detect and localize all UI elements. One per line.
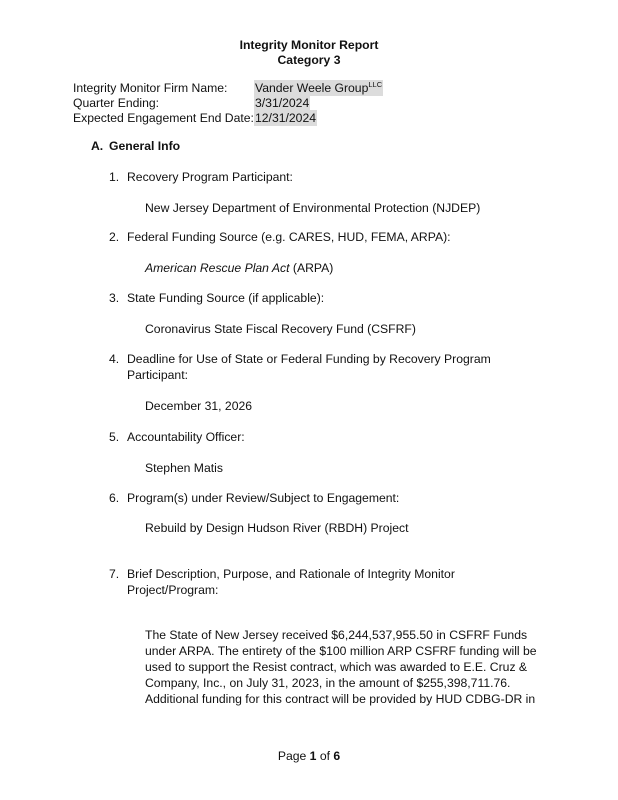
item-answer: Rebuild by Design Hudson River (RBDH) Project	[145, 521, 409, 535]
engagement-end-label: Expected Engagement End Date:	[73, 111, 254, 125]
firm-name-text: Vander Weele Group	[255, 81, 369, 95]
item-question: State Funding Source (if applicable):	[127, 291, 325, 305]
item-number: 4.	[109, 352, 120, 366]
item-question-line2: Project/Program:	[127, 583, 219, 597]
description-paragraph	[145, 627, 540, 707]
engagement-end-value: 12/31/2024	[255, 111, 316, 125]
item-question: Federal Funding Source (e.g. CARES, HUD, FEMA, ARPA):	[127, 230, 451, 244]
report-title: Integrity Monitor Report	[239, 38, 379, 52]
item-number: 5.	[109, 430, 120, 444]
paragraph-line: The State of New Jersey received $6,244,537,955.50 in CSFRF Funds	[145, 628, 528, 642]
page-current: 1	[309, 749, 317, 763]
quarter-ending-label: Quarter Ending:	[73, 96, 160, 110]
report-category: Category 3	[277, 53, 341, 67]
firm-name-suffix: LLC	[368, 80, 383, 89]
item-number: 2.	[109, 230, 120, 244]
quarter-ending-value: 3/31/2024	[255, 96, 310, 110]
paragraph-line: Company, Inc., on July 31, 2023, in the amount of $255,398,711.76.	[145, 676, 511, 690]
answer-rest: (ARPA)	[289, 261, 334, 275]
page-word: Page	[277, 749, 307, 763]
page-total: 6	[333, 749, 341, 763]
item-question: Accountability Officer:	[127, 430, 245, 444]
section-heading	[91, 138, 180, 154]
firm-name-value	[254, 80, 383, 96]
item-number: 7.	[109, 567, 120, 581]
section-letter: A.	[91, 139, 104, 153]
item-question-line1: Brief Description, Purpose, and Rationale of Integrity Monitor	[127, 567, 455, 581]
item-number: 1.	[109, 170, 120, 184]
item-answer: December 31, 2026	[145, 399, 253, 413]
item-number: 6.	[109, 491, 120, 505]
item-question: Program(s) under Review/Subject to Engagement:	[127, 491, 400, 505]
item-question-line1: Deadline for Use of State or Federal Funding by Recovery Program	[127, 352, 491, 366]
paragraph-line: used to support the Resist contract, which was awarded to E.E. Cruz &	[145, 660, 528, 674]
answer-italic: American Rescue Plan Act	[145, 261, 290, 275]
item-answer	[145, 260, 535, 276]
firm-name-label: Integrity Monitor Firm Name:	[73, 81, 228, 95]
page-footer	[0, 748, 618, 764]
item-answer: Stephen Matis	[145, 461, 223, 475]
item-answer: Coronavirus State Fiscal Recovery Fund (CSFRF)	[145, 322, 416, 336]
paragraph-line: under ARPA. The entirety of the $100 million ARP CSFRF funding will be	[145, 644, 537, 658]
item-question: Recovery Program Participant:	[127, 170, 293, 184]
item-number: 3.	[109, 291, 120, 305]
section-title: General Info	[109, 139, 181, 153]
paragraph-line: Additional funding for this contract will be provided by HUD CDBG-DR in	[145, 692, 536, 706]
item-question-line2: Participant:	[127, 368, 188, 382]
of-word: of	[319, 749, 331, 763]
item-answer: New Jersey Department of Environmental Protection (NJDEP)	[145, 201, 481, 215]
